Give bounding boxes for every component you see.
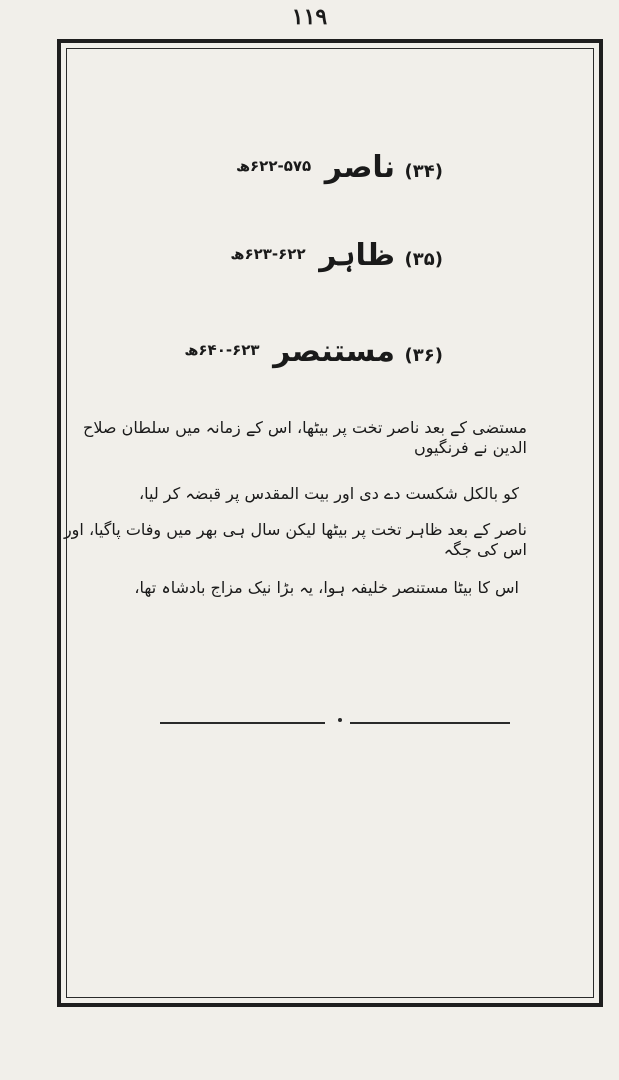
heading-number: (۳۵): [404, 249, 443, 270]
section-divider-right: [350, 722, 510, 724]
paragraph-2-line-2: اس کا بیٹا مستنصر خلیفہ ہوا، یہ بڑا نیک مزاج بادشاہ تھا،: [134, 578, 519, 597]
paragraph-2-line-1: ناصر کے بعد ظاہر تخت پر بیٹھا لیکن سال ہی بھر میں وفات پاگیا، اور اس کی جگہ: [63, 520, 527, 559]
section-divider-dot: [338, 718, 342, 722]
heading-number: (۳۴): [404, 161, 443, 182]
heading-years: ۵۷۵-۶۲۲ھ: [235, 156, 312, 175]
heading-caliph-35: [230, 238, 443, 273]
section-divider-left: [160, 722, 325, 724]
paragraph-1-line-2: کو بالکل شکست دے دی اور بیت المقدس پر قبضہ کر لیا،: [138, 484, 519, 503]
heading-caliph-34: [236, 150, 443, 185]
heading-name: ناصر: [324, 150, 395, 185]
paragraph-1-line-1: مستضی کے بعد ناصر تخت پر بیٹھا، اس کے زمانہ میں سلطان صلاح الدین نے فرنگیوں: [83, 418, 527, 457]
heading-number: (۳۶): [404, 345, 443, 366]
heading-name: ظاہر: [319, 238, 395, 273]
heading-caliph-36: [184, 334, 443, 369]
heading-years: ۶۲۳-۶۴۰ھ: [184, 340, 260, 359]
heading-name: مستنصر: [273, 334, 395, 369]
heading-years: ۶۲۲-۶۲۳ھ: [230, 244, 306, 263]
page-number: ۱۱۹: [291, 4, 328, 30]
